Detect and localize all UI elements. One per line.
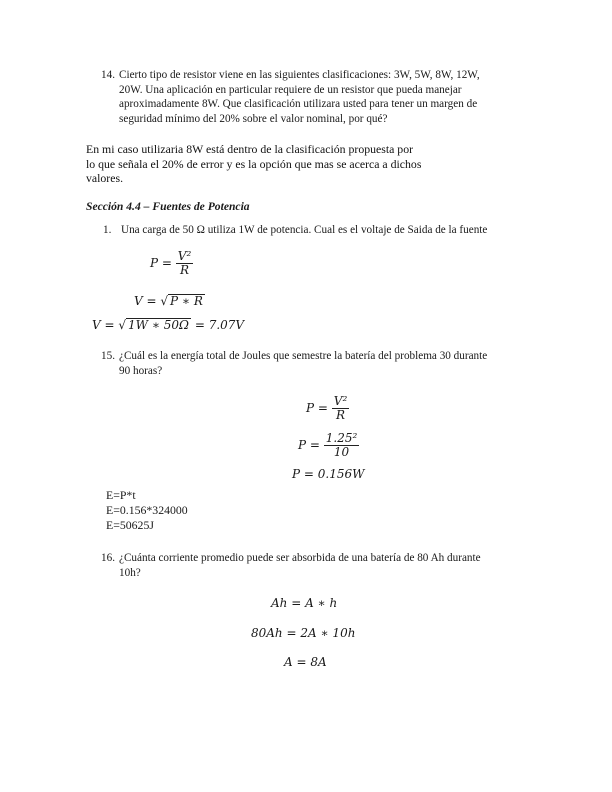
equation-current-result: A = 8A [284, 655, 327, 669]
eq-rhs: = 7.07V [194, 318, 245, 332]
equation-amp-hours-substituted: 80Ah = 2A ∗ 10h [251, 626, 356, 640]
equation-voltage-result [92, 318, 244, 332]
eq-lhs: P = [150, 256, 172, 270]
question-number: 14. [101, 69, 115, 81]
question-line: ¿Cuál es la energía total de Joules que semestre la batería del problema 30 durante [119, 350, 488, 362]
question-16 [101, 551, 541, 580]
question-line: Cierto tipo de resistor viene en las siguientes clasificaciones: 3W, 5W, 8W, 12W, [119, 69, 480, 81]
answer-line: En mi caso utilizaria 8W está dentro de la clasificación propuesta por [86, 142, 414, 156]
fraction [332, 395, 349, 422]
question-line: aproximadamente 8W. Que clasificación utilizara usted para tener un margen de [119, 98, 478, 111]
equation-power-result: P = 0.156W [292, 467, 365, 481]
eq-lhs: V = [92, 318, 115, 332]
calc-line: E=P*t [106, 488, 136, 502]
eq-lhs: V = [134, 294, 157, 308]
question-line: ¿Cuánta corriente promedio puede ser absorbida de una batería de 80 Ah durante [119, 552, 481, 564]
equation-power [150, 250, 193, 277]
fraction-denominator: 10 [333, 445, 350, 459]
equation-voltage [134, 294, 205, 308]
fraction-numerator: V² [177, 249, 192, 263]
calc-line: E=0.156*324000 [106, 503, 188, 517]
sqrt-symbol: √ [160, 294, 169, 308]
sqrt-radicand: P ∗ R [170, 294, 203, 308]
fraction-denominator: R [180, 263, 190, 277]
question-number: 16. [101, 552, 115, 564]
question-text: Una carga de 50 Ω utiliza 1W de potencia. Cual es el voltaje de Saida de la fuente [121, 224, 488, 236]
eq-lhs: P = [306, 401, 328, 415]
answer-line: valores. [86, 171, 124, 186]
fraction-numerator: 1.25² [325, 431, 358, 445]
equation-power [306, 395, 349, 422]
question-15 [101, 349, 541, 378]
answer-line: lo que señala el 20% de error y es la opción que mas se acerca a dichos [86, 156, 422, 171]
question-14 [101, 68, 541, 126]
calc-line: E=50625J [106, 518, 154, 532]
equation-amp-hours: Ah = A ∗ h [271, 596, 338, 610]
question-number: 1. [103, 224, 112, 236]
fraction [176, 250, 193, 277]
answer-14 [86, 142, 526, 186]
fraction-numerator: V² [333, 394, 348, 408]
question-1 [103, 223, 553, 238]
sqrt-symbol: √ [118, 318, 127, 332]
question-line: seguridad mínimo del 20% sobre el valor nominal, por qué? [119, 112, 388, 125]
eq-lhs: P = [298, 438, 320, 452]
equation-power-substituted [298, 432, 359, 459]
section-heading: Sección 4.4 – Fuentes de Potencia [86, 200, 250, 213]
question-line: 90 horas? [119, 364, 163, 377]
fraction-denominator: R [336, 408, 346, 422]
question-text [119, 349, 541, 378]
question-text [119, 68, 541, 126]
question-line: 20W. Una aplicación en particular requiere de un resistor que pueda manejar [119, 83, 462, 96]
question-number: 15. [101, 350, 115, 362]
question-line: 10h? [119, 566, 141, 579]
question-text [119, 551, 541, 580]
fraction [324, 432, 360, 459]
energy-calculation [106, 488, 188, 533]
sqrt-radicand: 1W ∗ 50Ω [128, 318, 190, 332]
